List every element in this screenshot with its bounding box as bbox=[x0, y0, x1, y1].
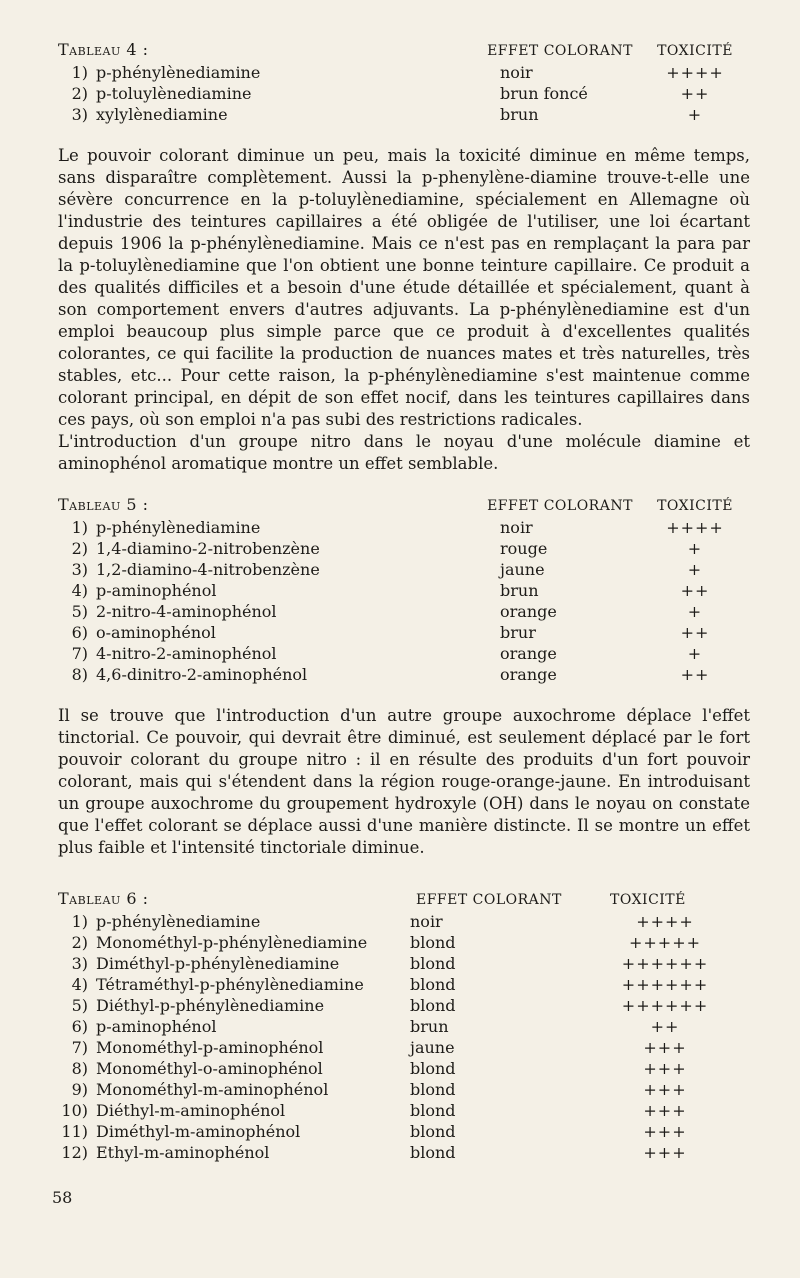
table-row bbox=[58, 601, 750, 622]
toxicity: +++ bbox=[643, 1059, 687, 1078]
table-row bbox=[58, 911, 750, 932]
table-row bbox=[58, 1058, 750, 1079]
compound-name: Diméthyl-p-phénylènediamine bbox=[96, 954, 340, 973]
paragraph-3: Il se trouve que l'introduction d'un autre groupe auxochrome déplace l'effet tinctorial. Ce pouvoir, qui devrait être diminué, est seulement déplacé par le fort pouvoir colorant du groupe nitro : il en résulte des produits d'un fort pouvoir colorant, mais qui s'étendent dans la région rouge-orange-jaune. En introduisant un groupe auxochrome du groupement hydroxyle (OH) dans le noyau on constate que l'effet colorant se déplace aussi d'une manière distincte. Il se montre un effet plus faible et l'intensité tinctoriale diminue. bbox=[58, 706, 750, 857]
row-number: 2) bbox=[71, 539, 88, 558]
paragraph-1: Le pouvoir colorant diminue un peu, mais la toxicité diminue en même temps, sans disparaître complètement. Aussi la p-phenylène-diamine trouve-t-elle une sévère concurrence en la p-toluylènediamine, spécialement en Allemagne où l'industrie des teintures capillaires a été obligée de l'utiliser, une loi écartant depuis 1906 la p-phénylènediamine. Mais ce n'est pas en remplaçant la para par la p-toluylènediamine que l'on obtient une bonne teinture capillaire. Ce produit a des qualités difficiles et a besoin d'une étude détaillée et spécialement, quant à son comportement envers d'autres adjuvants. La p-phénylènediamine est d'un emploi beaucoup plus simple parce que ce produit à d'excellentes qualités colorantes, ce qui facilite la production de nuances mates et très naturelles, très stables, etc... Pour cette raison, la p-phénylènediamine s'est maintenue comme colorant principal, en dépit de son effet nocif, dans les teintures capillaires dans ces pays, où son emploi n'a pas subi des restrictions radicales. bbox=[58, 146, 750, 429]
compound-name: Diéthyl-m-aminophénol bbox=[96, 1101, 286, 1120]
table-6-col-effect: EFFET COLORANT bbox=[416, 892, 562, 908]
color-effect: blond bbox=[410, 1143, 456, 1162]
color-effect: blond bbox=[410, 996, 456, 1015]
row-number: 5) bbox=[71, 602, 88, 621]
table-row bbox=[58, 953, 750, 974]
toxicity: + bbox=[687, 602, 703, 621]
color-effect: blond bbox=[410, 933, 456, 952]
row-number: 4) bbox=[71, 581, 88, 600]
table-row bbox=[58, 1037, 750, 1058]
toxicity: + bbox=[687, 560, 703, 579]
page-number: 58 bbox=[52, 1188, 73, 1207]
compound-name: p-phénylènediamine bbox=[96, 912, 261, 931]
table-6-title: Tableau 6 : bbox=[58, 889, 149, 908]
row-number: 1) bbox=[71, 912, 88, 931]
color-effect: noir bbox=[500, 63, 533, 82]
color-effect: jaune bbox=[410, 1038, 455, 1057]
color-effect: brur bbox=[500, 623, 536, 642]
color-effect: brun foncé bbox=[500, 84, 588, 103]
table-5-header bbox=[58, 495, 750, 514]
toxicity: ++ bbox=[680, 665, 710, 684]
compound-name: p-aminophénol bbox=[96, 1017, 217, 1036]
table-row bbox=[58, 995, 750, 1016]
toxicity: +++ bbox=[643, 1038, 687, 1057]
table-4-col-effect: EFFET COLORANT bbox=[487, 43, 633, 59]
color-effect: brun bbox=[500, 581, 539, 600]
row-number: 1) bbox=[71, 63, 88, 82]
toxicity: +++ bbox=[643, 1122, 687, 1141]
table-5-col-toxicity: TOXICITÉ bbox=[657, 498, 733, 514]
table-6 bbox=[58, 889, 750, 1163]
color-effect: blond bbox=[410, 1101, 456, 1120]
row-number: 4) bbox=[71, 975, 88, 994]
row-number: 2) bbox=[71, 84, 88, 103]
toxicity: ++++++ bbox=[621, 996, 709, 1015]
color-effect: brun bbox=[500, 105, 539, 124]
compound-name: xylylènediamine bbox=[96, 105, 228, 124]
toxicity: + bbox=[687, 644, 703, 663]
table-4-header bbox=[58, 40, 750, 59]
compound-name: 1,2-diamino-4-nitrobenzène bbox=[96, 560, 320, 579]
table-row bbox=[58, 1100, 750, 1121]
row-number: 9) bbox=[71, 1080, 88, 1099]
table-row bbox=[58, 517, 750, 538]
row-number: 5) bbox=[71, 996, 88, 1015]
color-effect: rouge bbox=[500, 539, 548, 558]
row-number: 11) bbox=[61, 1122, 88, 1141]
color-effect: jaune bbox=[500, 560, 545, 579]
table-row bbox=[58, 104, 750, 125]
table-row bbox=[58, 1016, 750, 1037]
color-effect: orange bbox=[500, 665, 557, 684]
color-effect: orange bbox=[500, 644, 557, 663]
toxicity: ++++ bbox=[636, 912, 694, 931]
compound-name: Ethyl-m-aminophénol bbox=[96, 1143, 270, 1162]
table-5-title: Tableau 5 : bbox=[58, 495, 149, 514]
color-effect: blond bbox=[410, 954, 456, 973]
table-row bbox=[58, 643, 750, 664]
table-row bbox=[58, 559, 750, 580]
toxicity: ++ bbox=[680, 623, 710, 642]
table-row bbox=[58, 580, 750, 601]
paragraph-2: L'introduction d'un groupe nitro dans le noyau d'une molécule diamine et aminophénol aromatique montre un effet semblable. bbox=[58, 432, 750, 473]
row-number: 1) bbox=[71, 518, 88, 537]
row-number: 12) bbox=[61, 1143, 88, 1162]
compound-name: Monométhyl-m-aminophénol bbox=[96, 1080, 329, 1099]
toxicity: + bbox=[687, 105, 703, 124]
row-number: 3) bbox=[71, 105, 88, 124]
row-number: 6) bbox=[71, 623, 88, 642]
compound-name: p-toluylènediamine bbox=[96, 84, 252, 103]
row-number: 3) bbox=[71, 560, 88, 579]
toxicity: ++ bbox=[680, 84, 710, 103]
toxicity: + bbox=[687, 539, 703, 558]
toxicity: +++ bbox=[643, 1101, 687, 1120]
color-effect: blond bbox=[410, 1080, 456, 1099]
table-row bbox=[58, 1142, 750, 1163]
compound-name: Diéthyl-p-phénylènediamine bbox=[96, 996, 325, 1015]
table-row bbox=[58, 664, 750, 685]
table-row bbox=[58, 974, 750, 995]
color-effect: noir bbox=[410, 912, 443, 931]
compound-name: 4-nitro-2-aminophénol bbox=[96, 644, 277, 663]
row-number: 8) bbox=[71, 665, 88, 684]
table-row bbox=[58, 932, 750, 953]
compound-name: Tétraméthyl-p-phénylènediamine bbox=[96, 975, 364, 994]
compound-name: Monométhyl-p-phénylènediamine bbox=[96, 933, 368, 952]
compound-name: Monométhyl-p-aminophénol bbox=[96, 1038, 324, 1057]
compound-name: p-aminophénol bbox=[96, 581, 217, 600]
row-number: 10) bbox=[61, 1101, 88, 1120]
table-5 bbox=[58, 495, 750, 685]
toxicity: ++ bbox=[680, 581, 710, 600]
table-row bbox=[58, 538, 750, 559]
color-effect: brun bbox=[410, 1017, 449, 1036]
compound-name: Diméthyl-m-aminophénol bbox=[96, 1122, 301, 1141]
table-4-col-toxicity: TOXICITÉ bbox=[657, 43, 733, 59]
toxicity: ++++++ bbox=[621, 954, 709, 973]
table-row bbox=[58, 622, 750, 643]
row-number: 3) bbox=[71, 954, 88, 973]
row-number: 7) bbox=[71, 1038, 88, 1057]
color-effect: orange bbox=[500, 602, 557, 621]
color-effect: blond bbox=[410, 1059, 456, 1078]
toxicity: +++ bbox=[643, 1080, 687, 1099]
compound-name: 2-nitro-4-aminophénol bbox=[96, 602, 277, 621]
compound-name: Monométhyl-o-aminophénol bbox=[96, 1059, 323, 1078]
table-4-title: Tableau 4 : bbox=[58, 40, 149, 59]
color-effect: blond bbox=[410, 975, 456, 994]
toxicity: +++ bbox=[643, 1143, 687, 1162]
toxicity: ++++ bbox=[666, 518, 724, 537]
table-row bbox=[58, 1121, 750, 1142]
color-effect: noir bbox=[500, 518, 533, 537]
table-6-col-toxicity: TOXICITÉ bbox=[610, 892, 686, 908]
table-6-header bbox=[58, 889, 750, 908]
table-row bbox=[58, 62, 750, 83]
toxicity: ++ bbox=[650, 1017, 680, 1036]
row-number: 8) bbox=[71, 1059, 88, 1078]
table-4 bbox=[58, 40, 750, 125]
toxicity: ++++ bbox=[666, 63, 724, 82]
compound-name: p-phénylènediamine bbox=[96, 63, 261, 82]
toxicity: ++++++ bbox=[621, 975, 709, 994]
color-effect: blond bbox=[410, 1122, 456, 1141]
compound-name: 4,6-dinitro-2-aminophénol bbox=[96, 665, 308, 684]
compound-name: o-aminophénol bbox=[96, 623, 216, 642]
table-5-col-effect: EFFET COLORANT bbox=[487, 498, 633, 514]
table-row bbox=[58, 83, 750, 104]
row-number: 6) bbox=[71, 1017, 88, 1036]
compound-name: p-phénylènediamine bbox=[96, 518, 261, 537]
compound-name: 1,4-diamino-2-nitrobenzène bbox=[96, 539, 320, 558]
toxicity: +++++ bbox=[628, 933, 702, 952]
row-number: 7) bbox=[71, 644, 88, 663]
table-row bbox=[58, 1079, 750, 1100]
row-number: 2) bbox=[71, 933, 88, 952]
